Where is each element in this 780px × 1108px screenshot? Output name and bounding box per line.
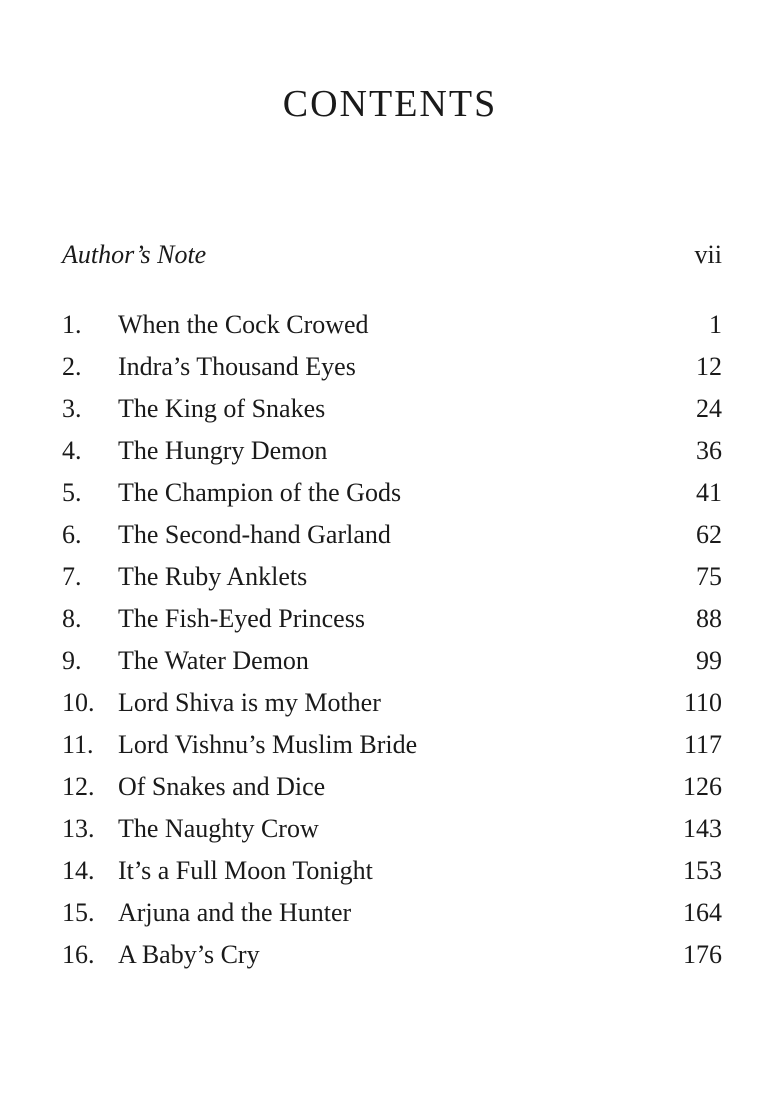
chapter-number: 6.	[62, 520, 82, 549]
chapter-entry[interactable]	[62, 304, 722, 346]
chapter-number: 3.	[62, 394, 82, 423]
chapter-title: The Water Demon	[118, 646, 309, 675]
chapter-page: 36	[696, 436, 722, 465]
chapter-number: 8.	[62, 604, 82, 633]
chapter-list	[62, 304, 722, 976]
chapter-title: The Naughty Crow	[118, 814, 319, 843]
chapter-page: 24	[696, 394, 722, 423]
chapter-entry[interactable]	[62, 682, 722, 724]
chapter-number: 11.	[62, 730, 94, 759]
chapter-title: Lord Shiva is my Mother	[118, 688, 381, 717]
chapter-page: 41	[696, 478, 722, 507]
chapter-title: The Fish-Eyed Princess	[118, 604, 365, 633]
chapter-number: 12.	[62, 772, 95, 801]
chapter-number: 14.	[62, 856, 95, 885]
chapter-entry[interactable]	[62, 850, 722, 892]
page-title: CONTENTS	[282, 83, 498, 125]
chapter-page: 164	[683, 898, 722, 927]
chapter-number: 4.	[62, 436, 82, 465]
chapter-page: 1	[709, 310, 722, 339]
chapter-title: When the Cock Crowed	[118, 310, 369, 339]
chapter-entry[interactable]	[62, 724, 722, 766]
chapter-number: 9.	[62, 646, 82, 675]
chapter-page: 62	[696, 520, 722, 549]
chapter-page: 143	[683, 814, 722, 843]
chapter-title: Lord Vishnu’s Muslim Bride	[118, 730, 418, 759]
chapter-number: 7.	[62, 562, 82, 591]
chapter-entry[interactable]	[62, 472, 722, 514]
chapter-entry[interactable]	[62, 808, 722, 850]
authors-note-page: vii	[694, 240, 722, 269]
chapter-number: 10.	[62, 688, 95, 717]
chapter-entry[interactable]	[62, 346, 722, 388]
chapter-title: A Baby’s Cry	[118, 940, 260, 969]
chapter-title: The Second-hand Garland	[118, 520, 391, 549]
authors-note-title: Author’s Note	[62, 240, 207, 269]
chapter-entry[interactable]	[62, 892, 722, 934]
chapter-page: 117	[683, 730, 722, 759]
chapter-title: Arjuna and the Hunter	[118, 898, 352, 927]
chapter-page: 153	[683, 856, 722, 885]
chapter-entry[interactable]	[62, 640, 722, 682]
chapter-page: 110	[683, 688, 722, 717]
authors-note-entry[interactable]	[62, 234, 722, 276]
chapter-title: The King of Snakes	[118, 394, 326, 423]
chapter-entry[interactable]	[62, 598, 722, 640]
chapter-number: 2.	[62, 352, 82, 381]
chapter-entry[interactable]	[62, 388, 722, 430]
chapter-page: 126	[683, 772, 722, 801]
chapter-title: The Champion of the Gods	[118, 478, 402, 507]
chapter-title: The Hungry Demon	[118, 436, 328, 465]
chapter-number: 13.	[62, 814, 95, 843]
chapter-entry[interactable]	[62, 514, 722, 556]
chapter-number: 16.	[62, 940, 95, 969]
chapter-title: Indra’s Thousand Eyes	[118, 352, 356, 381]
chapter-page: 88	[696, 604, 722, 633]
chapter-page: 75	[696, 562, 722, 591]
chapter-entry[interactable]	[62, 934, 722, 976]
chapter-number: 5.	[62, 478, 82, 507]
chapter-entry[interactable]	[62, 556, 722, 598]
chapter-entry[interactable]	[62, 430, 722, 472]
chapter-title: It’s a Full Moon Tonight	[118, 856, 373, 885]
chapter-title: The Ruby Anklets	[118, 562, 308, 591]
chapter-entry[interactable]	[62, 766, 722, 808]
table-of-contents	[62, 234, 722, 969]
chapter-title: Of Snakes and Dice	[118, 772, 326, 801]
chapter-page: 176	[683, 940, 722, 969]
chapter-page: 99	[696, 646, 722, 675]
chapter-number: 1.	[62, 310, 82, 339]
chapter-number: 15.	[62, 898, 95, 927]
chapter-page: 12	[696, 352, 722, 381]
